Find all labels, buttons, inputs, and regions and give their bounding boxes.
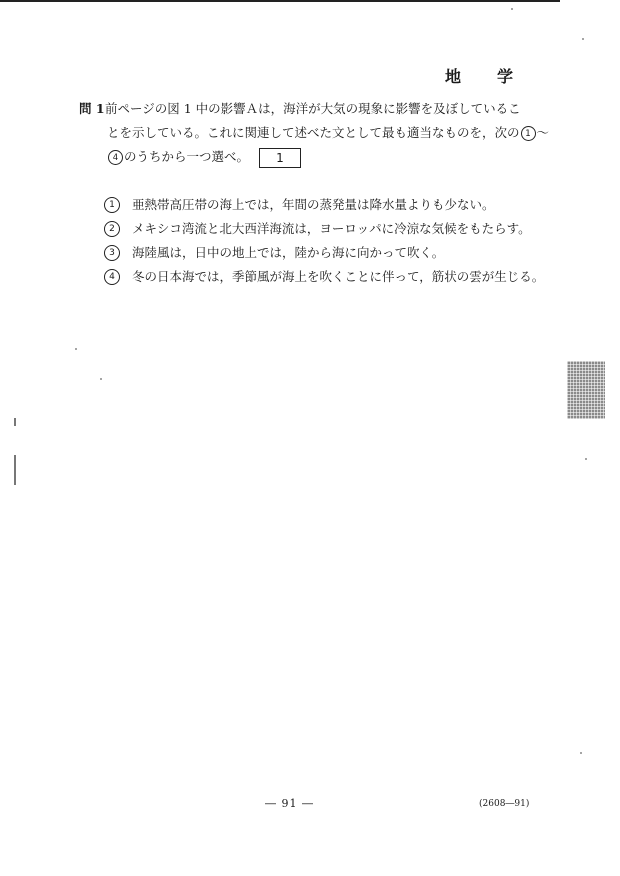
choice-item-2[interactable] — [104, 217, 534, 241]
choice-2-marker-icon: 2 — [104, 221, 120, 237]
choice-item-1[interactable] — [104, 193, 534, 217]
thumb-index-tab — [567, 361, 605, 419]
circled-number-1-icon: 1 — [521, 126, 536, 141]
range-tilde: ～ — [536, 125, 550, 140]
question-line-3 — [79, 145, 539, 169]
scan-speck — [580, 752, 582, 754]
top-border-line — [0, 0, 560, 2]
choice-1-marker-icon: 1 — [104, 197, 120, 213]
subject-title: 地 学 — [444, 67, 523, 86]
choice-1-text: 亜熱帯高圧帯の海上では，年間の蒸発量は降水量よりも少ない。 — [132, 197, 495, 212]
answer-box[interactable]: 1 — [259, 148, 301, 168]
scan-margin-mark — [14, 418, 16, 426]
question-block — [79, 97, 550, 169]
circled-number-4-icon: 4 — [108, 150, 123, 165]
scan-speck — [585, 458, 587, 460]
choice-3-text: 海陸風は，日中の地上では，陸から海に向かって吹く。 — [132, 245, 445, 260]
page-number: ― 91 ― — [265, 797, 314, 810]
scan-margin-mark — [14, 455, 16, 485]
scan-speck — [100, 378, 102, 380]
choice-3-marker-icon: 3 — [104, 245, 120, 261]
question-text-line-3: のうちから一つ選べ。 — [124, 149, 250, 164]
page-code: (2608―91) — [479, 799, 530, 809]
question-line-1 — [79, 97, 539, 121]
scan-speck — [511, 8, 513, 10]
choice-4-marker-icon: 4 — [104, 269, 120, 285]
choice-2-text: メキシコ湾流と北大西洋海流は，ヨーロッパに冷涼な気候をもたらす。 — [132, 221, 531, 236]
choice-list — [104, 193, 545, 289]
scan-speck — [582, 38, 584, 40]
question-text-line-2: とを示している。これに関連して述べた文として最も適当なものを，次の — [107, 125, 520, 140]
question-line-2 — [79, 121, 550, 145]
question-number: 問 1 — [79, 101, 105, 116]
choice-item-4[interactable] — [104, 265, 545, 289]
choice-4-text: 冬の日本海では，季節風が海上を吹くことに伴って，筋状の雲が生じる。 — [132, 269, 545, 284]
question-text-line-1: 前ページの図 1 中の影響Ａは，海洋が大気の現象に影響を及ぼしているこ — [105, 101, 521, 116]
scan-speck — [75, 348, 77, 350]
choice-item-3[interactable] — [104, 241, 534, 265]
